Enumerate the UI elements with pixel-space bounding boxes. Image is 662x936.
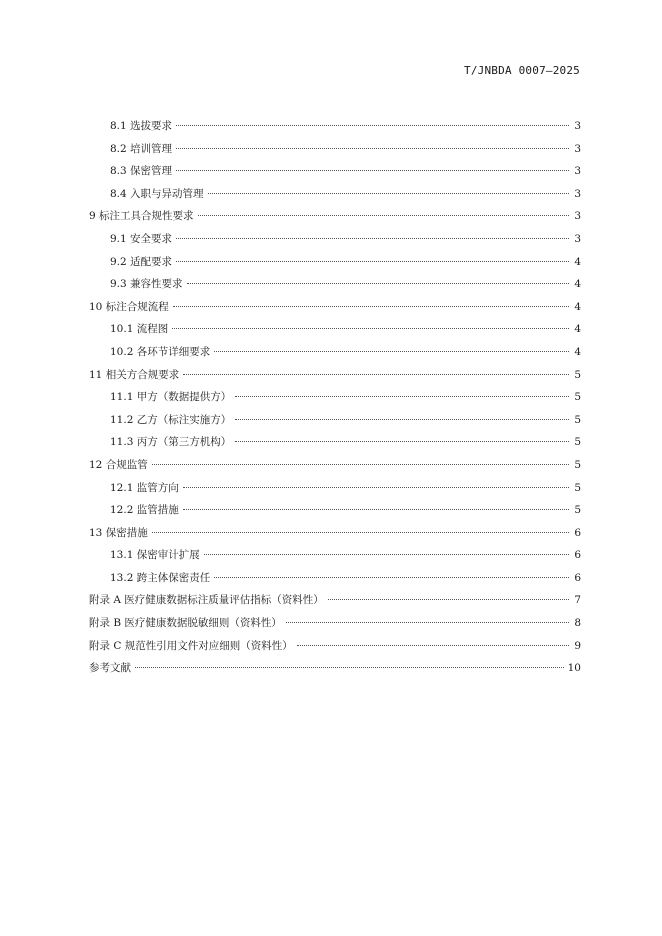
toc-entry[interactable] <box>89 296 581 319</box>
toc-entry-title: 8.1 选拔要求 <box>110 120 173 132</box>
toc-entry-title: 11.3 丙方（第三方机构） <box>110 436 232 449</box>
toc-dot-leader <box>328 599 569 600</box>
toc-entry[interactable] <box>89 544 581 567</box>
toc-entry[interactable] <box>89 635 581 658</box>
toc-entry[interactable] <box>89 273 581 296</box>
toc-entry[interactable] <box>89 386 581 409</box>
toc-entry-title: 13.2 跨主体保密责任 <box>110 571 211 584</box>
toc-dot-leader <box>187 283 569 284</box>
toc-entry[interactable] <box>89 205 581 228</box>
toc-entry-title: 11.2 乙方（标注实施方） <box>110 413 232 426</box>
toc-entry-page-number: 6 <box>574 526 581 539</box>
toc-entry[interactable] <box>89 499 581 522</box>
toc-entry-title: 参考文献 <box>89 662 131 675</box>
toc-entry[interactable] <box>89 431 581 454</box>
toc-entry[interactable] <box>89 409 581 432</box>
toc-dot-leader <box>152 464 569 465</box>
toc-entry[interactable] <box>89 160 581 183</box>
toc-entry-page-number: 5 <box>574 481 581 494</box>
toc-entry[interactable] <box>89 567 581 590</box>
toc-entry-title: 9.1 安全要求 <box>110 232 173 245</box>
toc-entry-title: 12.1 监管方向 <box>110 481 179 494</box>
toc-entry[interactable] <box>89 318 581 341</box>
toc-dot-leader <box>135 667 564 668</box>
toc-entry-page-number: 6 <box>574 571 581 584</box>
toc-entry-page-number: 4 <box>574 300 581 313</box>
toc-dot-leader <box>297 645 569 646</box>
toc-entry-title: 9.2 适配要求 <box>110 255 173 268</box>
table-of-contents <box>89 115 581 680</box>
toc-dot-leader <box>198 215 569 216</box>
toc-entry-page-number: 5 <box>574 458 581 471</box>
toc-entry-title: 13.1 保密审计扩展 <box>110 549 200 562</box>
toc-dot-leader <box>183 509 569 510</box>
toc-entry-title: 11 相关方合规要求 <box>89 368 180 381</box>
toc-dot-leader <box>286 622 569 623</box>
toc-entry-page-number: 8 <box>574 617 581 630</box>
toc-entry-page-number: 3 <box>574 142 581 155</box>
toc-dot-leader <box>173 306 569 307</box>
toc-entry-title: 附录 C 规范性引用文件对应细则（资料性） <box>89 639 293 652</box>
toc-entry-page-number: 10 <box>567 662 581 675</box>
toc-entry-title: 10.2 各环节详细要求 <box>110 345 211 358</box>
toc-dot-leader <box>176 261 569 262</box>
toc-entry-title: 9 标注工具合规性要求 <box>89 210 194 223</box>
toc-entry-page-number: 4 <box>574 323 581 336</box>
toc-dot-leader <box>235 419 569 420</box>
toc-entry-title: 附录 B 医疗健康数据脱敏细则（资料性） <box>89 617 282 630</box>
toc-entry-title: 10.1 流程图 <box>110 323 169 336</box>
toc-entry-page-number: 3 <box>574 210 581 223</box>
toc-entry[interactable] <box>89 228 581 251</box>
document-code: T/JNBDA 0007—2025 <box>464 64 580 77</box>
toc-entry[interactable] <box>89 251 581 274</box>
toc-dot-leader <box>204 554 569 555</box>
toc-dot-leader <box>183 487 569 488</box>
toc-entry-page-number: 5 <box>574 368 581 381</box>
toc-entry[interactable] <box>89 657 581 680</box>
toc-entry-page-number: 5 <box>574 436 581 449</box>
toc-entry-title: 12 合规监管 <box>89 458 148 471</box>
toc-entry-page-number: 3 <box>574 187 581 200</box>
toc-entry-page-number: 4 <box>574 345 581 358</box>
toc-entry-title: 附录 A 医疗健康数据标注质量评估指标（资料性） <box>89 594 324 607</box>
toc-entry-page-number: 6 <box>574 549 581 562</box>
toc-entry-title: 13 保密措施 <box>89 526 148 539</box>
toc-entry[interactable] <box>89 522 581 545</box>
toc-entry-title: 10 标注合规流程 <box>89 300 169 313</box>
toc-entry-page-number: 3 <box>574 232 581 245</box>
toc-entry-title: 9.3 兼容性要求 <box>110 278 183 291</box>
toc-entry-title: 8.4 入职与异动管理 <box>110 187 204 200</box>
toc-entry-title: 8.2 培训管理 <box>110 142 173 155</box>
toc-entry-page-number: 7 <box>574 594 581 607</box>
toc-dot-leader <box>152 532 569 533</box>
toc-entry[interactable] <box>89 477 581 500</box>
toc-entry[interactable] <box>89 612 581 635</box>
toc-entry-page-number: 9 <box>574 639 581 652</box>
toc-dot-leader <box>214 351 569 352</box>
toc-entry-page-number: 3 <box>574 120 581 132</box>
toc-dot-leader <box>235 396 569 397</box>
toc-entry-page-number: 4 <box>574 278 581 291</box>
toc-entry-page-number: 5 <box>574 413 581 426</box>
toc-entry-title: 12.2 监管措施 <box>110 504 179 517</box>
toc-entry-title: 11.1 甲方（数据提供方） <box>110 391 232 404</box>
toc-entry-page-number: 3 <box>574 165 581 178</box>
toc-entry-page-number: 4 <box>574 255 581 268</box>
toc-entry[interactable] <box>89 138 581 161</box>
toc-dot-leader <box>176 148 569 149</box>
toc-entry-title: 8.3 保密管理 <box>110 165 173 178</box>
toc-dot-leader <box>208 193 569 194</box>
toc-dot-leader <box>183 374 569 375</box>
toc-dot-leader <box>176 238 569 239</box>
toc-dot-leader <box>176 125 569 126</box>
toc-dot-leader <box>176 170 569 171</box>
toc-entry-page-number: 5 <box>574 391 581 404</box>
toc-entry[interactable] <box>89 341 581 364</box>
toc-entry[interactable] <box>89 454 581 477</box>
toc-entry[interactable] <box>89 183 581 206</box>
toc-entry[interactable] <box>89 364 581 387</box>
toc-dot-leader <box>235 441 569 442</box>
toc-entry[interactable] <box>89 115 581 138</box>
toc-entry[interactable] <box>89 589 581 612</box>
toc-entry-page-number: 5 <box>574 504 581 517</box>
toc-dot-leader <box>214 577 569 578</box>
toc-dot-leader <box>172 328 569 329</box>
